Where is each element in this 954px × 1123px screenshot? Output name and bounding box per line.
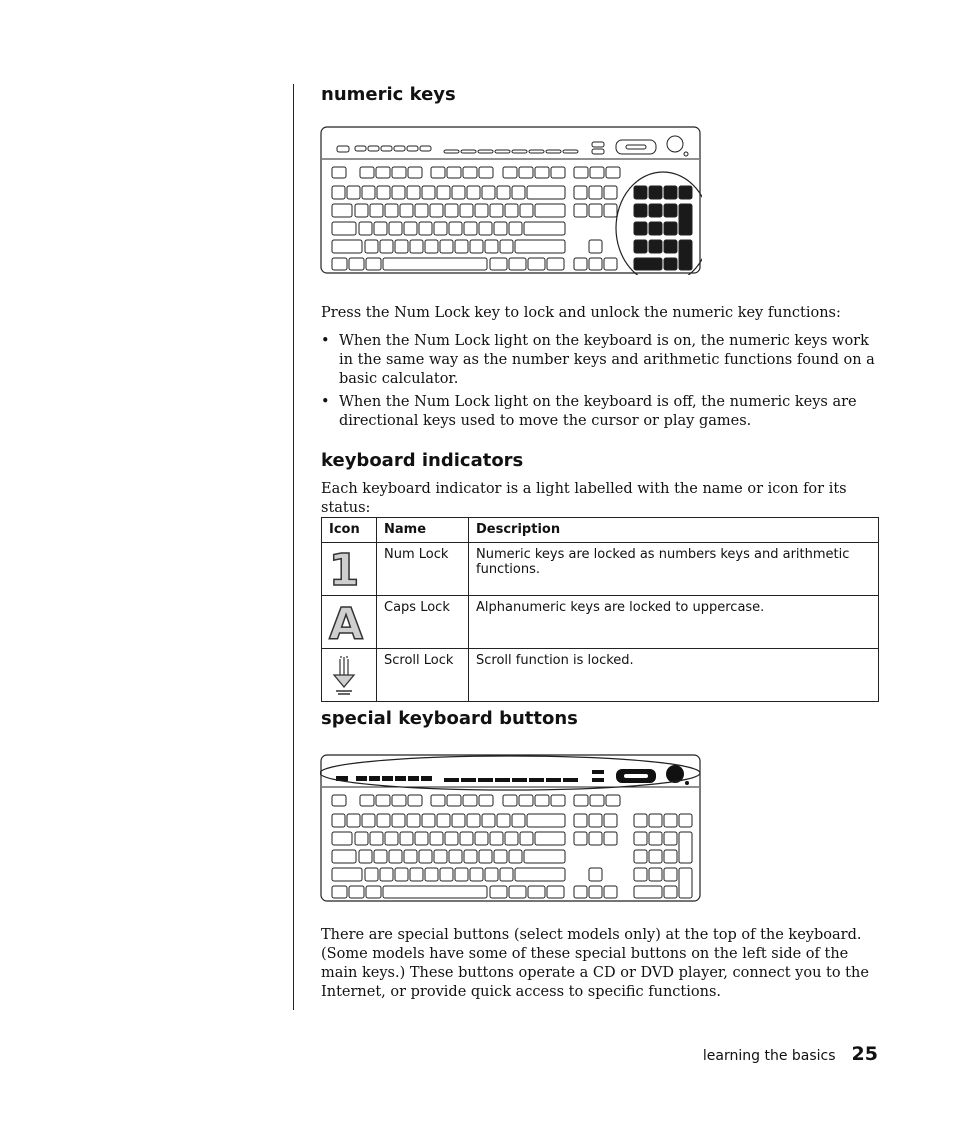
table-row [322, 649, 879, 702]
scroll-lock-icon [326, 651, 366, 695]
key [455, 868, 468, 881]
key [431, 167, 445, 178]
key [464, 850, 477, 863]
key [449, 222, 462, 235]
key [497, 814, 510, 827]
key [634, 222, 647, 235]
key [589, 886, 602, 898]
bullet-item [321, 332, 877, 389]
special-button [369, 776, 380, 781]
key [563, 150, 578, 153]
key [604, 258, 617, 270]
key [634, 850, 647, 863]
key [332, 204, 352, 217]
special-button [512, 778, 527, 782]
key [494, 850, 507, 863]
key [470, 868, 483, 881]
key [524, 222, 565, 235]
special-button [563, 778, 578, 782]
key [490, 886, 507, 898]
key [649, 868, 662, 881]
indicator-name: Scroll Lock [377, 649, 469, 702]
key [434, 222, 447, 235]
key [604, 186, 617, 199]
key [368, 146, 379, 151]
key [634, 832, 647, 845]
key [447, 795, 461, 806]
footer-section-name: learning the basics [702, 1048, 836, 1064]
key [592, 142, 604, 147]
bullet-item [321, 393, 877, 431]
key [332, 222, 356, 235]
bullet-text: When the Num Lock light on the keyboard is off, the numeric keys are directional keys used to move the cursor or play games. [339, 394, 857, 429]
key [355, 204, 368, 217]
page-footer [703, 1043, 878, 1065]
key [606, 167, 620, 178]
key [574, 886, 587, 898]
key [445, 204, 458, 217]
key [449, 850, 462, 863]
key [528, 258, 545, 270]
key [664, 258, 677, 270]
key [425, 240, 438, 253]
key [551, 167, 565, 178]
key [520, 832, 533, 845]
special-button [382, 776, 393, 781]
key [365, 240, 378, 253]
special-button [395, 776, 406, 781]
key [332, 886, 347, 898]
indicator-description: Alphanumeric keys are locked to uppercase. [469, 596, 879, 649]
key [535, 795, 549, 806]
key [447, 167, 461, 178]
keyboard-special-buttons-illustration [320, 754, 702, 903]
key [392, 814, 405, 827]
key [370, 832, 383, 845]
caps-lock-icon [326, 598, 366, 642]
key [574, 167, 588, 178]
key [634, 868, 647, 881]
key [649, 814, 662, 827]
key [547, 258, 564, 270]
key [589, 240, 602, 253]
key [649, 832, 662, 845]
column-header-description: Description [469, 518, 879, 543]
key [370, 204, 383, 217]
key [529, 150, 544, 153]
key [419, 850, 432, 863]
margin-rule [293, 84, 294, 1010]
heading-special-keyboard-buttons: special keyboard buttons [321, 708, 578, 729]
special-button [546, 778, 561, 782]
key [395, 868, 408, 881]
key [422, 186, 435, 199]
key [461, 150, 476, 153]
bullet-dot: • [321, 333, 330, 349]
key [505, 832, 518, 845]
key [494, 222, 507, 235]
table-row [322, 596, 879, 649]
key [380, 240, 393, 253]
key [478, 150, 493, 153]
key [404, 850, 417, 863]
key [590, 167, 604, 178]
icon-cell [322, 649, 377, 702]
key [430, 204, 443, 217]
key [664, 886, 677, 898]
key [482, 186, 495, 199]
key [470, 240, 483, 253]
key [385, 832, 398, 845]
key [422, 814, 435, 827]
key [460, 204, 473, 217]
numeric-intro: Press the Num Lock key to lock and unlock the numeric key functions: [321, 305, 841, 321]
key [337, 146, 349, 152]
key [437, 186, 450, 199]
key [460, 832, 473, 845]
key [495, 150, 510, 153]
special-button [356, 776, 367, 781]
key [332, 258, 347, 270]
key [410, 240, 423, 253]
key [664, 832, 677, 845]
key [634, 240, 647, 253]
key [377, 186, 390, 199]
key [634, 258, 662, 270]
key [410, 868, 423, 881]
num-lock-icon [326, 545, 366, 589]
key [445, 832, 458, 845]
key [574, 204, 587, 217]
key [515, 240, 565, 253]
key [634, 204, 647, 217]
key [475, 204, 488, 217]
key [512, 814, 525, 827]
key [664, 814, 677, 827]
key [606, 795, 620, 806]
key [332, 850, 356, 863]
key [649, 240, 662, 253]
key [589, 814, 602, 827]
table-row [322, 543, 879, 596]
key [332, 832, 352, 845]
key [679, 240, 692, 270]
column-header-name: Name [377, 518, 469, 543]
key [546, 150, 561, 153]
key [365, 868, 378, 881]
key [664, 240, 677, 253]
key [407, 814, 420, 827]
key [425, 868, 438, 881]
key [490, 832, 503, 845]
key [374, 222, 387, 235]
key [664, 868, 677, 881]
key [679, 186, 692, 199]
key [444, 150, 459, 153]
key [464, 222, 477, 235]
key [392, 795, 406, 806]
column-header-icon: Icon [322, 518, 377, 543]
key [574, 795, 588, 806]
indicators-table [321, 517, 879, 702]
key [589, 186, 602, 199]
indicators-intro: Each keyboard indicator is a light labelled with the name or icon for its status: [321, 481, 847, 516]
key [535, 204, 565, 217]
key [512, 150, 527, 153]
key [547, 886, 564, 898]
key [455, 240, 468, 253]
key [377, 814, 390, 827]
key [664, 204, 677, 217]
special-button [495, 778, 510, 782]
key [485, 240, 498, 253]
key [420, 146, 431, 151]
key [332, 814, 345, 827]
key [366, 258, 381, 270]
key [452, 814, 465, 827]
key [383, 886, 487, 898]
key [497, 186, 510, 199]
key [400, 204, 413, 217]
key [490, 258, 507, 270]
special-button [408, 776, 419, 781]
key [332, 868, 362, 881]
key [332, 167, 346, 178]
key [430, 832, 443, 845]
key [574, 832, 587, 845]
key [500, 240, 513, 253]
key [664, 222, 677, 235]
key [519, 795, 533, 806]
key [479, 167, 493, 178]
key [392, 186, 405, 199]
indicator-light [685, 781, 689, 785]
key [400, 832, 413, 845]
key [475, 832, 488, 845]
key [490, 204, 503, 217]
special-button [421, 776, 432, 781]
key [634, 886, 662, 898]
key [512, 186, 525, 199]
key [679, 832, 692, 863]
key [376, 795, 390, 806]
key [574, 258, 587, 270]
key [408, 167, 422, 178]
key [467, 186, 480, 199]
key [515, 868, 565, 881]
key [359, 222, 372, 235]
special-button [529, 778, 544, 782]
heading-keyboard-indicators: keyboard indicators [321, 450, 524, 471]
heading-numeric-keys: numeric keys [321, 84, 456, 105]
special-button [624, 774, 648, 778]
key [649, 222, 662, 235]
key [415, 204, 428, 217]
key [589, 258, 602, 270]
table-header-row [322, 518, 879, 543]
special-button [626, 145, 646, 149]
page-number: 25 [851, 1043, 878, 1065]
key [463, 795, 477, 806]
key [679, 204, 692, 235]
key [664, 186, 677, 199]
key [479, 795, 493, 806]
key [407, 146, 418, 151]
key [509, 850, 522, 863]
volume-knob [667, 136, 683, 152]
key [649, 204, 662, 217]
key [574, 186, 587, 199]
icon-cell [322, 543, 377, 596]
key [355, 146, 366, 151]
key [500, 868, 513, 881]
key [527, 814, 565, 827]
keyboard-numeric-illustration [320, 126, 702, 275]
key [360, 795, 374, 806]
key [634, 186, 647, 199]
key [589, 832, 602, 845]
num-lock-glyph: 1 [328, 545, 360, 589]
key [332, 240, 362, 253]
key [349, 258, 364, 270]
key [589, 868, 602, 881]
bullet-text: When the Num Lock light on the keyboard is on, the numeric keys work in the same way as the number keys and arithmetic functions found on a basic calculator. [339, 333, 875, 387]
key [347, 186, 360, 199]
key [509, 258, 526, 270]
special-button [592, 770, 604, 774]
key [589, 204, 602, 217]
key [574, 814, 587, 827]
key [452, 186, 465, 199]
key [359, 850, 372, 863]
key [407, 186, 420, 199]
key [649, 850, 662, 863]
key [509, 886, 526, 898]
key [524, 850, 565, 863]
key [362, 186, 375, 199]
key [355, 832, 368, 845]
key [332, 795, 346, 806]
special-button [444, 778, 459, 782]
key [440, 240, 453, 253]
key [381, 146, 392, 151]
bullet-dot: • [321, 394, 330, 410]
key [374, 850, 387, 863]
key [376, 167, 390, 178]
key [634, 814, 647, 827]
special-button [461, 778, 476, 782]
special-button [478, 778, 493, 782]
key [415, 832, 428, 845]
key [509, 222, 522, 235]
key [664, 850, 677, 863]
key [551, 795, 565, 806]
indicator-light [684, 152, 688, 156]
key [440, 868, 453, 881]
key [604, 886, 617, 898]
key [366, 886, 381, 898]
key [394, 146, 405, 151]
indicator-name: Num Lock [377, 543, 469, 596]
key [505, 204, 518, 217]
key [679, 814, 692, 827]
key [362, 814, 375, 827]
key [479, 850, 492, 863]
key [431, 795, 445, 806]
key [535, 832, 565, 845]
key [349, 886, 364, 898]
key [389, 850, 402, 863]
key [434, 850, 447, 863]
key [485, 868, 498, 881]
key [380, 868, 393, 881]
key [395, 240, 408, 253]
key [503, 795, 517, 806]
key [604, 814, 617, 827]
key [360, 167, 374, 178]
key [520, 204, 533, 217]
key [519, 167, 533, 178]
indicator-name: Caps Lock [377, 596, 469, 649]
key [467, 814, 480, 827]
key [389, 222, 402, 235]
indicator-description: Scroll function is locked. [469, 649, 879, 702]
icon-cell [322, 596, 377, 649]
key [404, 222, 417, 235]
key [528, 886, 545, 898]
key [385, 204, 398, 217]
key [649, 186, 662, 199]
caps-lock-glyph: A [328, 599, 364, 642]
key [332, 186, 345, 199]
key [347, 814, 360, 827]
key [463, 167, 477, 178]
key [479, 222, 492, 235]
key [592, 149, 604, 154]
special-body: There are special buttons (select models only) at the top of the keyboard. (Some models have some of these special buttons on the left side of the main keys.) These buttons operate a CD or DVD player, connect you to the Internet, or provide quick access to specific functions. [321, 927, 869, 1000]
indicator-description: Numeric keys are locked as numbers keys and arithmetic functions. [469, 543, 879, 596]
key [408, 795, 422, 806]
key [392, 167, 406, 178]
key [482, 814, 495, 827]
key [437, 814, 450, 827]
key [604, 204, 617, 217]
key [503, 167, 517, 178]
special-button [592, 778, 604, 782]
key [383, 258, 487, 270]
key [535, 167, 549, 178]
key [604, 832, 617, 845]
key [419, 222, 432, 235]
key [679, 868, 692, 898]
key [527, 186, 565, 199]
key [590, 795, 604, 806]
